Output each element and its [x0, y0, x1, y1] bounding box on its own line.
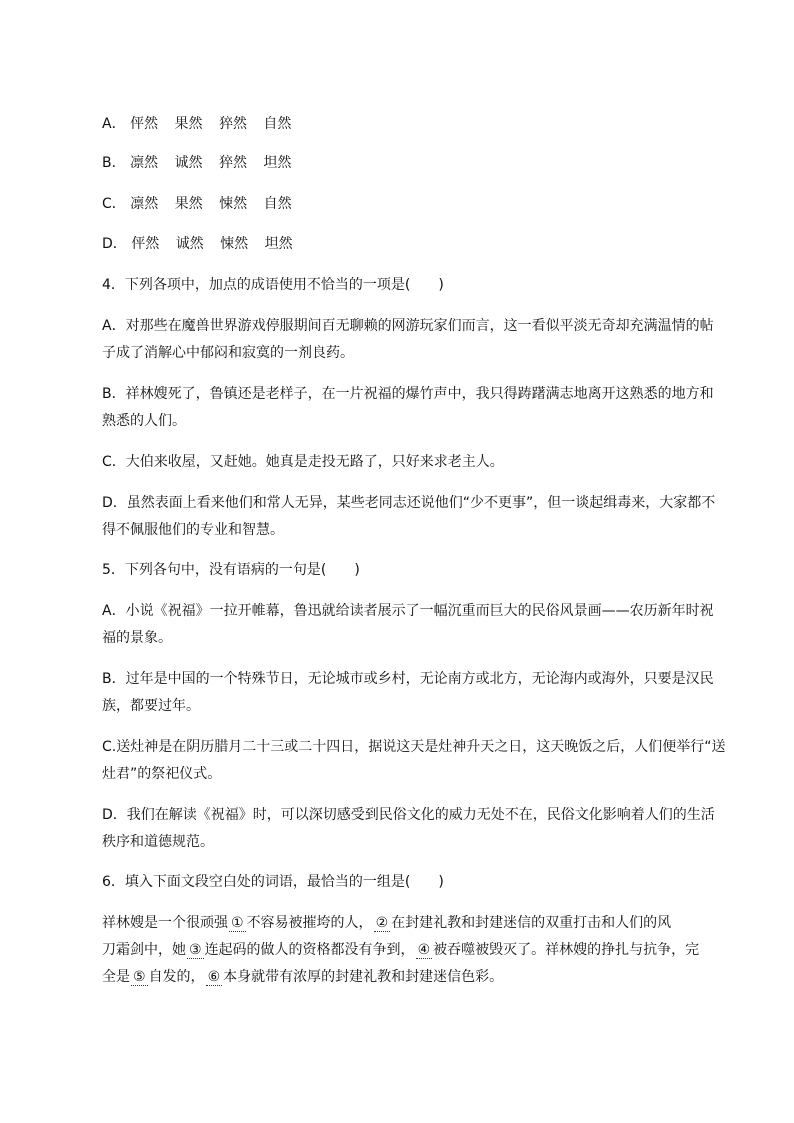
blank-6: ⑥ — [207, 969, 221, 985]
option-word: 猝然 — [218, 116, 247, 132]
q4-option-a-line2: 子成了消解心中郁闷和寂寞的一剂良药。 — [102, 345, 354, 361]
option-word: 果然 — [174, 116, 203, 132]
option-word: 自然 — [263, 116, 292, 132]
blank-2: ② — [375, 915, 389, 931]
q5-option-d-line2: 秩序和道德规范。 — [102, 834, 214, 850]
blank-4: ④ — [417, 942, 431, 958]
q4-stem: 4．下列各项中，加点的成语使用不恰当的一项是( ) — [102, 277, 444, 293]
passage-text: 本身就带有浓厚的封建礼教和封建迷信色彩。 — [223, 969, 504, 985]
q5-option-b-line2: 族，都要过年。 — [102, 698, 200, 714]
q4-option-b-line2: 熟悉的人们。 — [102, 413, 186, 429]
blank-1: ① — [231, 915, 244, 931]
passage-text: 全是 — [102, 969, 130, 985]
option-word: 悚然 — [219, 196, 248, 212]
q4-option-d-line1: D．虽然表面上看来他们和常人无异，某些老同志还说他们“少不更事”，但一谈起缉毒来，大家都不 — [102, 495, 716, 511]
q5-option-b-line1: B．过年是中国的一个特殊节日，无论城市或乡村，无论南方或北方，无论海内或海外，只要是汉民 — [102, 671, 714, 687]
q5-stem: 5．下列各句中，没有语病的一句是( ) — [102, 562, 360, 578]
blank-5: ⑤ — [133, 969, 146, 985]
q4-option-d-line2: 得不佩服他们的专业和智慧。 — [102, 522, 284, 538]
passage-text: 在封建礼教和封建迷信的双重打击和人们的风 — [391, 915, 672, 931]
q4-option-a-line1: A．对那些在魔兽世界游戏停服期间百无聊赖的网游玩家们而言，这一看似平淡无奇却充满温情的帖 — [102, 318, 714, 334]
q4-option-b-line1: B．祥林嫂死了，鲁镇还是老样子，在一片祝福的爆竹声中，我只得踌躇满志地离开这熟悉的地方和 — [102, 386, 714, 402]
q3-option-c — [102, 194, 722, 214]
option-word: 诚然 — [175, 236, 204, 252]
option-label: B． — [102, 155, 126, 171]
passage-text: 连起码的做人的资格都没有争到， — [204, 942, 415, 958]
q5-option-c-line1: C.送灶神是在阴历腊月二十三或二十四日，据说这天是灶神升天之日，这天晚饭之后，人们便举行“送 — [102, 739, 726, 755]
option-label: C． — [102, 196, 126, 212]
q3-option-d — [102, 234, 722, 254]
q4-option-c: C．大伯来收屋，又赶她。她真是走投无路了，只好来求老主人。 — [102, 454, 504, 470]
option-word: 悚然 — [220, 236, 249, 252]
q6-passage-line2 — [102, 940, 722, 960]
option-label: D． — [102, 236, 127, 252]
option-word: 自然 — [263, 196, 292, 212]
option-word: 坦然 — [263, 155, 292, 171]
q6-passage-line3 — [102, 967, 722, 987]
passage-text: 被吞噬被毁灭了。祥林嫂的挣扎与抗争，完 — [433, 942, 700, 958]
option-word: 诚然 — [174, 155, 203, 171]
passage-text: 不容易被摧垮的人， — [246, 915, 373, 931]
q5-option-c-line2: 灶君”的祭祀仪式。 — [102, 766, 222, 782]
option-label: A． — [102, 116, 126, 132]
passage-text: 自发的， — [148, 969, 205, 985]
blank-3: ③ — [189, 942, 202, 958]
passage-text: 刀霜剑中，她 — [102, 942, 186, 958]
q5-option-a-line1: A．小说《祝福》一拉开帷幕，鲁迅就给读者展示了一幅沉重而巨大的民俗风景画——农历新年时祝 — [102, 603, 714, 619]
q6-passage-line1 — [102, 913, 722, 933]
option-word: 凛然 — [130, 155, 159, 171]
q3-option-b — [102, 153, 722, 173]
option-word: 凛然 — [130, 196, 159, 212]
option-word: 坦然 — [264, 236, 293, 252]
q5-option-a-line2: 福的景象。 — [102, 630, 172, 646]
passage-text: 祥林嫂是一个很顽强 — [102, 915, 228, 931]
option-word: 伻然 — [130, 116, 159, 132]
q6-stem: 6．填入下面文段空白处的词语，最恰当的一组是( ) — [102, 874, 444, 890]
option-word: 果然 — [174, 196, 203, 212]
q3-option-a — [102, 114, 722, 134]
option-word: 伻然 — [131, 236, 160, 252]
q5-option-d-line1: D．我们在解读《祝福》时，可以深切感受到民俗文化的威力无处不在，民俗文化影响着人们的生活 — [102, 807, 715, 823]
option-word: 猝然 — [218, 155, 247, 171]
